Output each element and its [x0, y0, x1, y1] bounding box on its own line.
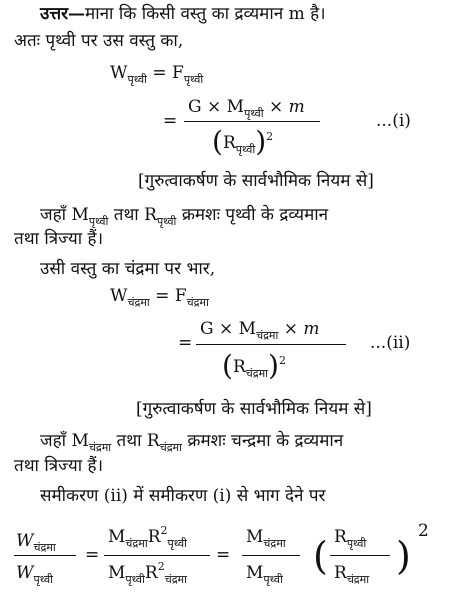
left-paren: ( [222, 349, 233, 382]
moon-subscript: चंद्रमा [33, 541, 56, 554]
moon-subscript: चंद्रमा [127, 296, 150, 309]
r-symbol: R [334, 527, 347, 547]
right-paren: ) [268, 349, 279, 382]
m-symbol: M [246, 527, 264, 547]
eq2-number [370, 332, 410, 354]
weight-earth-eq [110, 62, 203, 86]
earth-subscript: पृथ्वी [125, 573, 145, 586]
ratio-m-den [246, 562, 283, 586]
equals-sign: = [178, 333, 193, 353]
earth-subscript: पृथ्वी [346, 537, 367, 550]
eq1-denominator [212, 125, 274, 158]
divide-text: समीकरण (ii) में समीकरण (i) से भाग देने पर [40, 486, 326, 506]
big-left-paren [313, 536, 328, 576]
m-symbol: M [246, 563, 264, 583]
equals-sign: = [163, 111, 178, 131]
moon-subscript: चंद्रमा [159, 441, 182, 454]
ratio-m-bar [242, 555, 300, 556]
f-symbol: F [172, 63, 184, 83]
ratio-mid-den [108, 562, 187, 586]
equals-sign: = [216, 545, 231, 565]
law-reference-2 [136, 398, 372, 420]
square-exponent: 2 [266, 130, 274, 143]
ratio-eq-2 [216, 544, 230, 566]
divide-instruction [40, 485, 325, 507]
f-symbol: F [174, 286, 187, 306]
times-sign: × [268, 97, 284, 117]
earth-subscript: पृथ्वी [263, 573, 283, 586]
moon-subscript: चंद्रमा [256, 329, 279, 342]
m-symbol: M [71, 431, 89, 451]
moon-subscript: चंद्रमा [346, 573, 370, 586]
r-symbol: R [146, 431, 160, 451]
g-symbol: G [188, 97, 202, 117]
mass-symbol: m [303, 319, 320, 339]
left-paren: ( [212, 125, 223, 158]
moon-subscript: चंद्रमा [125, 537, 148, 550]
earth-subscript: पृथ्वी [156, 215, 177, 228]
ratio-r-den [334, 562, 369, 586]
answer-line [40, 3, 326, 25]
earth-subscript: पृथ्वी [88, 215, 109, 228]
ratio-eq-1 [85, 544, 99, 566]
left-paren: ( [313, 534, 328, 578]
m-symbol: M [108, 563, 126, 583]
earth-subscript: पृथ्वी [244, 107, 264, 120]
square-exponent: 2 [278, 354, 286, 367]
eq2-fraction-bar [196, 344, 346, 345]
radius-line-1 [14, 228, 103, 250]
radius-text: तथा त्रिज्या हैं। [14, 456, 104, 476]
square-exponent: 2 [157, 560, 165, 573]
where-moon-line [40, 430, 343, 454]
ratio-lhs-num [16, 530, 56, 554]
earth-subscript: पृथ्वी [127, 73, 147, 86]
square-exponent: 2 [160, 524, 168, 537]
eq1-numerator [188, 96, 305, 120]
ratio-r-bar [330, 555, 390, 556]
moon-subscript: चंद्रमा [186, 296, 209, 309]
m-symbol: M [108, 527, 126, 547]
earth-subscript: पृथ्वी [235, 143, 256, 156]
eq1-fraction-bar [184, 121, 320, 122]
m-symbol: M [238, 319, 257, 339]
earth-subscript: पृथ्वी [167, 537, 187, 550]
g-symbol: G [200, 319, 214, 339]
earth-subscript: पृथ्वी [33, 573, 53, 586]
eq1-label: ...(i) [376, 111, 411, 131]
eq2-denominator [222, 349, 286, 382]
moon-subscript: चंद्रमा [164, 573, 187, 586]
right-paren: ) [255, 125, 267, 158]
times-sign: × [219, 319, 234, 339]
mass-symbol: m [288, 97, 305, 117]
w-symbol: W [110, 63, 128, 83]
law-reference-1 [138, 170, 374, 192]
ratio-square [418, 520, 429, 542]
right-paren: ) [396, 534, 411, 578]
ratio-lhs-bar [14, 555, 76, 556]
and-word: तथा [116, 431, 142, 451]
r-symbol: R [144, 563, 158, 583]
r-symbol: R [334, 563, 347, 583]
r-symbol: R [144, 205, 157, 225]
r-symbol: R [147, 527, 161, 547]
equals-sign: = [155, 286, 170, 306]
where-earth-line [40, 204, 328, 228]
eq2-equals [178, 332, 192, 354]
times-sign: × [207, 97, 222, 117]
big-right-paren [396, 536, 411, 576]
moon-intro-text: उसी वस्तु का चंद्रमा पर भार, [40, 259, 216, 279]
where-word: जहाँ [40, 431, 67, 451]
answer-label: उत्तर— [40, 4, 86, 24]
moon-subscript: चंद्रमा [245, 367, 269, 380]
r-symbol: R [232, 357, 246, 377]
eq2-label: ...(ii) [370, 333, 411, 353]
respectively-text: क्रमशः पृथ्वी के द्रव्यमान [181, 205, 329, 225]
equals-sign: = [85, 545, 100, 565]
m-symbol: M [71, 205, 89, 225]
respectively-text: क्रमशः चन्द्रमा के द्रव्यमान [187, 431, 344, 451]
eq1-equals [163, 110, 177, 132]
w-symbol: W [16, 531, 34, 551]
square-exponent: 2 [418, 521, 429, 541]
radius-text: तथा त्रिज्या हैं। [14, 229, 104, 249]
eq2-numerator [200, 318, 320, 342]
and-word: तथा [113, 205, 139, 225]
equals-sign: = [152, 63, 167, 83]
radius-line-2 [14, 455, 103, 477]
ratio-mid-bar [104, 555, 210, 556]
intro-line [14, 30, 183, 52]
answer-text: माना कि किसी वस्तु का द्रव्यमान m है। [85, 4, 326, 24]
ratio-m-num [246, 526, 286, 550]
w-symbol: W [110, 286, 128, 306]
earth-subscript: पृथ्वी [183, 73, 204, 86]
intro-text: अतः पृथ्वी पर उस वस्तु का, [14, 31, 184, 51]
m-symbol: M [226, 97, 245, 117]
law-text: [गुरुत्वाकर्षण के सार्वभौमिक नियम से] [138, 171, 374, 191]
moon-subscript: चंद्रमा [88, 441, 112, 454]
times-sign: × [283, 319, 298, 339]
moon-subscript: चंद्रमा [263, 537, 286, 550]
moon-intro-line [40, 258, 215, 280]
law-text: [गुरुत्वाकर्षण के सार्वभौमिक नियम से] [136, 399, 372, 419]
weight-moon-eq [110, 285, 209, 309]
where-word: जहाँ [40, 205, 67, 225]
eq1-number [376, 110, 411, 132]
r-symbol: R [222, 133, 236, 153]
ratio-mid-num [108, 526, 187, 550]
ratio-lhs-den [16, 562, 53, 586]
ratio-r-num [334, 526, 366, 550]
w-symbol: W [16, 563, 34, 583]
